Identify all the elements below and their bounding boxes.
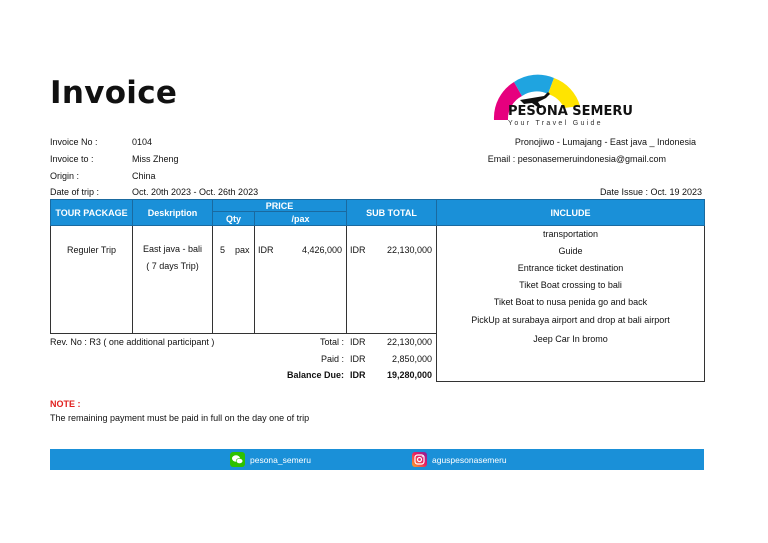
price-value: 4,426,000 bbox=[301, 245, 342, 255]
total-value: 22,130,000 bbox=[386, 337, 432, 347]
package-cell bbox=[51, 226, 133, 334]
invoice-no-row bbox=[50, 136, 310, 149]
wechat-handle[interactable] bbox=[230, 452, 311, 467]
include-item: Tiket Boat crossing to bali bbox=[519, 280, 622, 290]
col-price: PRICE bbox=[213, 200, 347, 212]
invoice-to-row bbox=[50, 153, 310, 166]
company-tagline: Your Travel Guide bbox=[508, 120, 603, 127]
date-issue: Date Issue : Oct. 19 2023 bbox=[599, 187, 702, 197]
balance-label: Balance Due: bbox=[286, 370, 344, 380]
meta-key: Origin : bbox=[50, 171, 80, 181]
meta-value: 0104 bbox=[132, 137, 153, 147]
instagram-label: aguspesonasemeru bbox=[432, 454, 507, 465]
package-name: Reguler Trip bbox=[66, 245, 117, 255]
subtotal-value: 22,130,000 bbox=[386, 245, 432, 255]
origin-row bbox=[50, 170, 310, 183]
subtotal-cell bbox=[347, 226, 437, 334]
balance-currency: IDR bbox=[350, 370, 366, 380]
price-currency: IDR bbox=[258, 245, 274, 255]
total-currency: IDR bbox=[350, 337, 366, 347]
invoice-table bbox=[50, 199, 705, 382]
note-text: The remaining payment must be paid in full on the day one of trip bbox=[50, 413, 310, 423]
paid-value: 2,850,000 bbox=[391, 354, 432, 364]
description-cell bbox=[133, 226, 213, 334]
company-email: Email : pesonasemeruindonesia@gmail.com bbox=[487, 154, 666, 164]
revision-note: Rev. No : R3 ( one additional participant ) bbox=[50, 337, 215, 347]
company-name: PESONA SEMERU bbox=[508, 104, 633, 119]
include-item: Jeep Car In bromo bbox=[533, 334, 608, 344]
col-include: INCLUDE bbox=[437, 200, 705, 226]
meta-value: China bbox=[132, 171, 156, 181]
col-qty: Qty bbox=[213, 212, 255, 226]
instagram-icon bbox=[412, 452, 427, 467]
invoice-title: Invoice bbox=[50, 75, 178, 111]
meta-value: Oct. 20th 2023 - Oct. 26th 2023 bbox=[132, 187, 259, 197]
include-item: PickUp at surabaya airport and drop at bali airport bbox=[471, 315, 670, 325]
qty-cell bbox=[213, 226, 255, 334]
company-logo bbox=[486, 70, 633, 132]
include-item: Entrance ticket destination bbox=[517, 263, 624, 273]
col-sub-total: SUB TOTAL bbox=[347, 200, 437, 226]
footer-bar bbox=[50, 449, 704, 470]
balance-value: 19,280,000 bbox=[386, 370, 432, 380]
meta-value: Miss Zheng bbox=[132, 154, 179, 164]
wechat-icon bbox=[230, 452, 245, 467]
description-line-1: East java - bali bbox=[142, 244, 203, 254]
meta-key: Invoice to : bbox=[50, 154, 94, 164]
include-item: Tiket Boat to nusa penida go and back bbox=[493, 297, 648, 307]
paid-label: Paid : bbox=[320, 354, 344, 364]
col-tour-package: TOUR PACKAGE bbox=[51, 200, 133, 226]
include-item: Guide bbox=[558, 246, 583, 256]
date-of-trip-row bbox=[50, 186, 310, 199]
paid-currency: IDR bbox=[350, 354, 366, 364]
qty-value: 5 bbox=[220, 245, 226, 255]
company-address: Pronojiwo - Lumajang - East java _ Indonesia bbox=[514, 137, 696, 147]
price-cell bbox=[255, 226, 347, 334]
description-line-2: ( 7 days Trip) bbox=[146, 261, 199, 271]
subtotal-currency: IDR bbox=[350, 245, 366, 255]
include-cell bbox=[437, 226, 705, 382]
meta-key: Invoice No : bbox=[50, 137, 98, 147]
meta-key: Date of trip : bbox=[50, 187, 100, 197]
instagram-handle[interactable] bbox=[412, 452, 507, 467]
wechat-label: pesona_semeru bbox=[250, 454, 311, 465]
col-per-pax: /pax bbox=[255, 212, 347, 226]
col-deskription: Deskription bbox=[133, 200, 213, 226]
qty-unit: pax bbox=[235, 245, 250, 255]
note-label: NOTE : bbox=[50, 399, 81, 409]
include-item: transportation bbox=[542, 229, 599, 239]
total-label: Total : bbox=[319, 337, 344, 347]
